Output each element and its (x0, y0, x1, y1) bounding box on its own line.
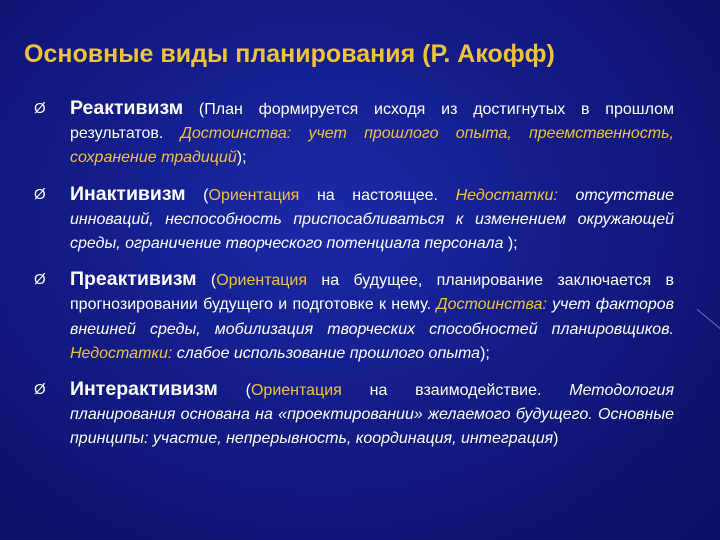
advantages-label: Достоинства: (436, 296, 547, 314)
item-text (70, 96, 674, 171)
item-text-part: учет прошлого опыта, преемственность, сохранение традиций (70, 125, 674, 167)
term-reactivism: Реактивизм (70, 97, 184, 119)
item-text (70, 267, 674, 366)
item-text-part: на будущее, планирование заключается в прогнозировании будущего и подготовке к нему. (70, 272, 674, 314)
disadvantages-label: Недостатки: (455, 186, 558, 204)
term-preactivism: Преактивизм (70, 268, 197, 291)
disadvantages-label: Недостатки: (70, 344, 173, 362)
arrow-bullet-icon: Ø (34, 381, 46, 399)
list-item-interactivism (34, 377, 674, 452)
orientation-label: Ориентация (208, 186, 300, 204)
item-text-part: на настоящее. (299, 186, 456, 204)
orientation-label: Ориентация (216, 272, 308, 290)
item-text-part: ); (503, 235, 518, 253)
item-text-part: ( (185, 186, 209, 204)
item-text-part: (План формируется исходя из достигнутых в прошлом результатов. (70, 101, 674, 143)
item-text-part: слабое использование прошлого опыта (172, 344, 481, 362)
item-text-part: ); (480, 344, 490, 362)
item-text-part: на взаимодействие. (341, 382, 570, 400)
bullet-list (34, 96, 674, 463)
item-text (70, 377, 674, 452)
item-text-part: отсутствие инноваций, неспособность приспосабливаться к изменением окружающей среды, ограничение творческого потенциала персонала (70, 186, 674, 253)
arrow-bullet-icon: Ø (34, 271, 46, 289)
slide-title: Основные виды планирования (Р. Акофф) (24, 40, 555, 68)
item-text-part: ); (236, 149, 247, 167)
item-text-part: ) (553, 430, 559, 448)
arrow-bullet-icon: Ø (34, 185, 46, 203)
item-text-part: учет факторов внешней среды, мобилизация творческих способностей планировщиков. (70, 296, 674, 338)
orientation-label: Ориентация (250, 382, 342, 400)
item-text-part: ( (217, 382, 251, 400)
item-text (70, 182, 674, 257)
arrow-bullet-icon: Ø (34, 100, 46, 117)
list-item-preactivism (34, 267, 674, 366)
item-text-part: Методология планирования основана на «проектировании» желаемого будущего. Основные принципы: участие, непрерывность, координация, интеграция (70, 382, 674, 448)
term-interactivism: Интерактивизм (70, 378, 218, 401)
list-item-reactivism (34, 96, 674, 171)
list-item-inactivism (34, 182, 674, 257)
item-text-part: ( (196, 272, 217, 290)
advantages-label: Достоинства: (180, 125, 292, 143)
term-inactivism: Инактивизм (70, 182, 186, 205)
decorative-line (697, 309, 720, 348)
